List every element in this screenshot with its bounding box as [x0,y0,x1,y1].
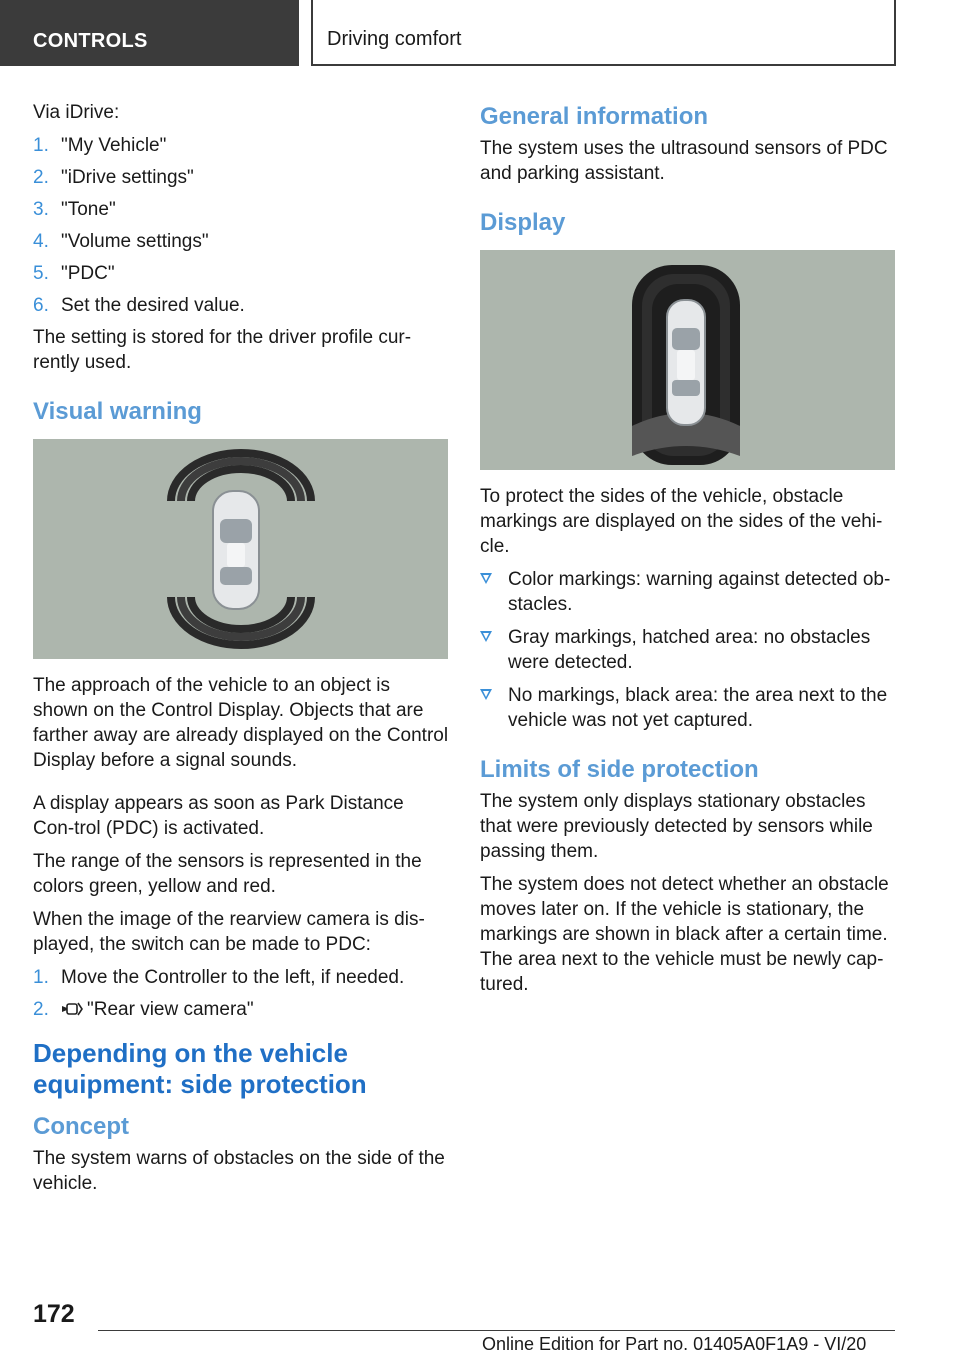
edition-text: Online Edition for Part no. 01405A0F1A9 - VI/20 [482,1334,867,1354]
rearview-text: When the image of the rearview camera is dis‐played, the switch can be made to PDC: [33,909,425,955]
protect-text: To protect the sides of the vehicle, obstacle markings are displayed on the sides of the vehi‐cle. [480,486,883,557]
visual-warning-figure [33,439,448,659]
step-number: 4. [33,231,49,252]
step-text: "My Vehicle" [61,135,167,156]
step-text: "Volume settings" [61,231,209,252]
step-text: "Tone" [61,199,116,220]
general-info-text: The system uses the ultrasound sensors of PDC and parking assistant. [480,138,888,184]
section-tab: CONTROLS [0,0,299,66]
display-heading: Display [480,209,566,236]
step-text: Set the desired value. [61,295,245,316]
right-column [480,100,896,1005]
triangle-bullet-icon [480,689,492,700]
step-number: 2. [33,999,49,1020]
topic-tab: Driving comfort [311,0,896,66]
step-item [33,293,449,318]
step-item [33,133,449,158]
side-protection-illustration [480,250,895,470]
stored-text: The setting is stored for the driver profile cur‐rently used. [33,327,412,373]
page-header [0,0,960,66]
step-number: 5. [33,263,49,284]
page-footer [0,1290,960,1362]
display-appears-text: A display appears as soon as Park Distance Con‐trol (PDC) is activated. [33,793,404,839]
step-number: 2. [33,167,49,188]
visual-warning-heading: Visual warning [33,398,202,425]
marking-bullets [480,567,896,733]
step-text: "Rear view camera" [87,999,254,1020]
triangle-bullet-icon [480,631,492,642]
limits-heading: Limits of side protection [480,756,759,783]
bullet-text: Gray markings, hatched area: no obstacles were detected. [508,627,871,673]
approach-text: The approach of the vehicle to an object is shown on the Control Display. Objects that are farther away are already displayed on the Control Display before a signal sounds. [33,675,449,771]
side-protection-figure [480,250,895,470]
page-number: 172 [33,1300,75,1328]
side-protection-heading: Depending on the vehicle equipment: side protection [33,1038,367,1099]
step-number: 1. [33,967,49,988]
intro-text: Via iDrive: [33,102,120,123]
settings-steps [33,133,449,318]
limits-text-2: The system does not detect whether an obstacle moves later on. If the vehicle is stationary, the markings are shown in black after a certain time. The area next to the vehicle must be newly cap‐tured. [480,874,889,995]
step-item [33,965,449,990]
step-number: 3. [33,199,49,220]
step-item [33,229,449,254]
range-text: The range of the sensors is represented in the colors green, yellow and red. [33,851,422,897]
step-text: Move the Controller to the left, if needed. [61,967,405,988]
bullet-item [480,625,896,675]
left-column [33,100,449,1204]
step-text: "iDrive settings" [61,167,194,188]
step-number: 1. [33,135,49,156]
limits-text-1: The system only displays stationary obstacles that were previously detected by sensors while passing them. [480,791,873,862]
concept-heading: Concept [33,1113,129,1140]
concept-text: The system warns of obstacles on the side of the vehicle. [33,1148,445,1194]
camera-icon [61,1001,83,1017]
bullet-text: Color markings: warning against detected ob‐stacles. [508,569,891,615]
general-info-heading: General information [480,103,709,130]
bullet-item [480,683,896,733]
step-item [33,997,449,1022]
bullet-text: No markings, black area: the area next to the vehicle was not yet captured. [508,685,888,731]
step-item [33,197,449,222]
step-item [33,165,449,190]
step-item [33,261,449,286]
camera-steps [33,965,449,1022]
triangle-bullet-icon [480,573,492,584]
step-text: "PDC" [61,263,115,284]
step-number: 6. [33,295,49,316]
bullet-item [480,567,896,617]
pdc-car-illustration [33,439,448,659]
footer-divider [98,1330,895,1331]
